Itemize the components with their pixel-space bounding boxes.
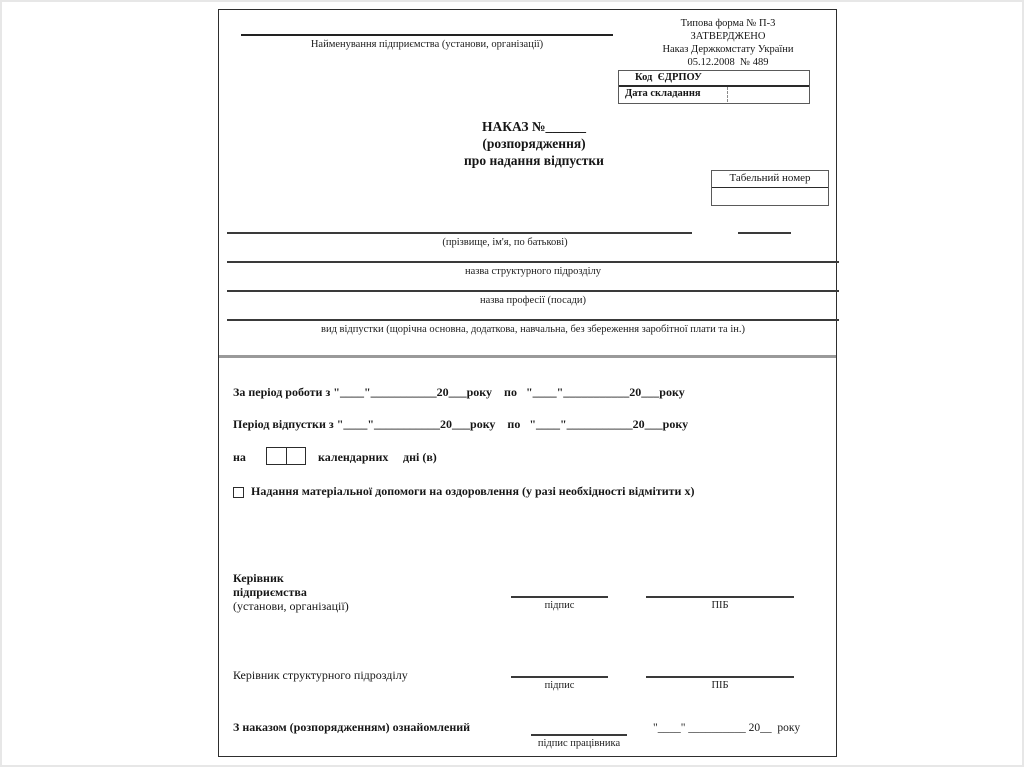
days-count-box — [266, 447, 306, 465]
edrpou-label-cell: Код ЄДРПОУ — [619, 71, 809, 87]
head-company-name-line — [646, 596, 794, 598]
head-company-name-caption: ПІБ — [711, 600, 729, 611]
fullname-caption: (прізвище, ім'я, по батькові) — [442, 237, 568, 248]
days-middle: календарних — [318, 450, 389, 464]
unit-caption: назва структурного підрозділу — [464, 266, 602, 277]
days-suffix: дні (в) — [403, 450, 437, 464]
employee-signature-caption: підпис працівника — [537, 738, 621, 749]
order-title-line1: НАКАЗ №______ — [481, 119, 587, 134]
approved-by-label: Наказ Держкомстату України — [662, 44, 794, 56]
vacation-period-row: Період відпустки з "____"___________20___року по "____"___________20___року — [233, 417, 689, 431]
acquainted-label: З наказом (розпорядженням) ознайомлений — [233, 720, 471, 734]
head-unit-name-caption: ПІБ — [711, 680, 729, 691]
unit-line — [227, 261, 839, 263]
tab-number-value-cell — [712, 188, 828, 203]
approval-block — [627, 17, 829, 70]
head-unit-name-line — [646, 676, 794, 678]
tab-number-box — [711, 170, 829, 206]
head-unit-signature-line — [511, 676, 608, 678]
order-title-line2: (розпорядження) — [482, 136, 586, 151]
head-company-label-1: Керівник — [233, 571, 284, 585]
work-period-row: За період роботи з "____"___________20___року по "____"___________20___року — [233, 385, 685, 399]
company-name-caption: Найменування підприємства (установи, організації) — [310, 39, 544, 50]
vacation-type-line — [227, 319, 839, 321]
edrpou-table — [618, 70, 810, 104]
head-company-label-2: підприємства — [233, 585, 307, 599]
form-page — [218, 9, 837, 757]
profession-caption: назва професії (посади) — [479, 295, 587, 306]
employee-signature-line — [531, 734, 627, 736]
fullname-line — [227, 232, 692, 234]
date-label-cell: Дата складання — [625, 88, 701, 99]
section-divider — [219, 355, 836, 358]
tab-number-label: Табельний номер — [712, 171, 828, 188]
head-unit-signature-caption: підпис — [544, 680, 575, 691]
approved-date-label: 05.12.2008 № 489 — [687, 57, 769, 69]
order-title-line3: про надання відпустки — [464, 153, 604, 168]
company-name-line — [241, 34, 613, 36]
approved-label: ЗАТВЕРДЖЕНО — [690, 31, 766, 43]
head-company-signature-line — [511, 596, 608, 598]
date-value-cell — [727, 87, 809, 102]
head-unit-label: Керівник структурного підрозділу — [233, 668, 408, 682]
profession-line — [227, 290, 839, 292]
acquainted-date-blank: "____" __________ 20__ року — [653, 722, 801, 734]
fullname-line-right-segment — [738, 232, 791, 234]
head-company-signature-caption: підпис — [544, 600, 575, 611]
days-prefix: на — [233, 450, 246, 464]
vacation-type-caption: вид відпустки (щорічна основна, додаткова, навчальна, без збереження заробітної плати та ін.) — [321, 324, 745, 335]
order-title — [369, 118, 699, 169]
material-aid-checkbox[interactable] — [233, 487, 244, 498]
days-count-box-divider — [286, 448, 287, 464]
material-aid-label: Надання матеріальної допомоги на оздоровлення (у разі необхідності відмітити х) — [251, 484, 695, 498]
head-company-label-3: (установи, організації) — [233, 599, 349, 613]
date-row — [619, 87, 809, 102]
form-type-label: Типова форма № П-3 — [680, 18, 776, 29]
